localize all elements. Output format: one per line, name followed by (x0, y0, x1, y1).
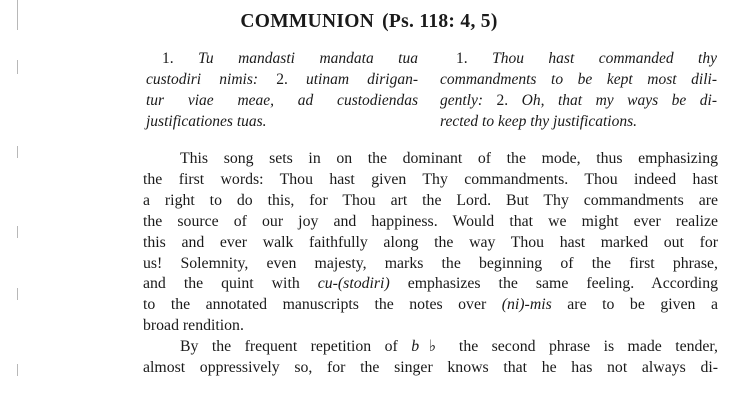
paragraph-line: this and ever walk faithfully along the way Thou hast marked out for (143, 233, 718, 251)
paragraph-line: a right to do this, for Thou art the Lord. But Thy commandments are (143, 191, 718, 209)
latin-line: custodiri nimis: 2. utinam dirigan- (146, 71, 418, 88)
latin-line: justificationes tuas. (146, 113, 267, 130)
margin-mark (17, 146, 18, 158)
english-line: gently: 2. Oh, that my ways be di- (440, 92, 717, 109)
paragraph-line: the source of our joy and happiness. Would that we might ever realize (143, 212, 718, 230)
margin-marks (17, 0, 19, 404)
paragraph-line: the first words: Thou hast given Thy commandments. Thou indeed hast (143, 170, 718, 188)
paragraph-line: This song sets in on the dominant of the mode, thus emphasizing (180, 150, 718, 167)
paragraph-line: almost oppressively so, for the singer knows that he has not always di- (143, 359, 718, 377)
latin-line: tur viae meae, ad custodiendas (146, 92, 418, 109)
paragraph-line: broad rendition. (143, 317, 244, 335)
english-line: 1. Thou hast commanded thy (456, 50, 717, 67)
heading-title: COMMUNION (240, 11, 375, 32)
paragraph-line: and the quint with cu-(stodiri) emphasizes the same feeling. According (143, 275, 718, 293)
paragraph-line: By the frequent repetition of b♭ the second phrase is made tender, (180, 338, 718, 356)
margin-mark (17, 364, 18, 376)
commentary-text (143, 149, 718, 379)
heading-reference: (Ps. 118: 4, 5) (382, 11, 498, 32)
english-line: rected to keep thy justifications. (440, 113, 637, 130)
margin-mark (17, 60, 18, 74)
paragraph-line: to the annotated manuscripts the notes over (ni)-mis are to be given a (143, 296, 718, 314)
english-text-column (440, 48, 717, 132)
latin-text-column (146, 48, 418, 132)
paragraph-line: us! Solemnity, even majesty, marks the beginning of the first phrase, (143, 254, 718, 272)
english-line: commandments to be kept most dili- (440, 71, 717, 88)
section-heading (0, 11, 738, 33)
latin-line: 1. Tu mandasti mandata tua (162, 50, 418, 67)
margin-mark (17, 226, 18, 238)
margin-mark (17, 288, 18, 300)
